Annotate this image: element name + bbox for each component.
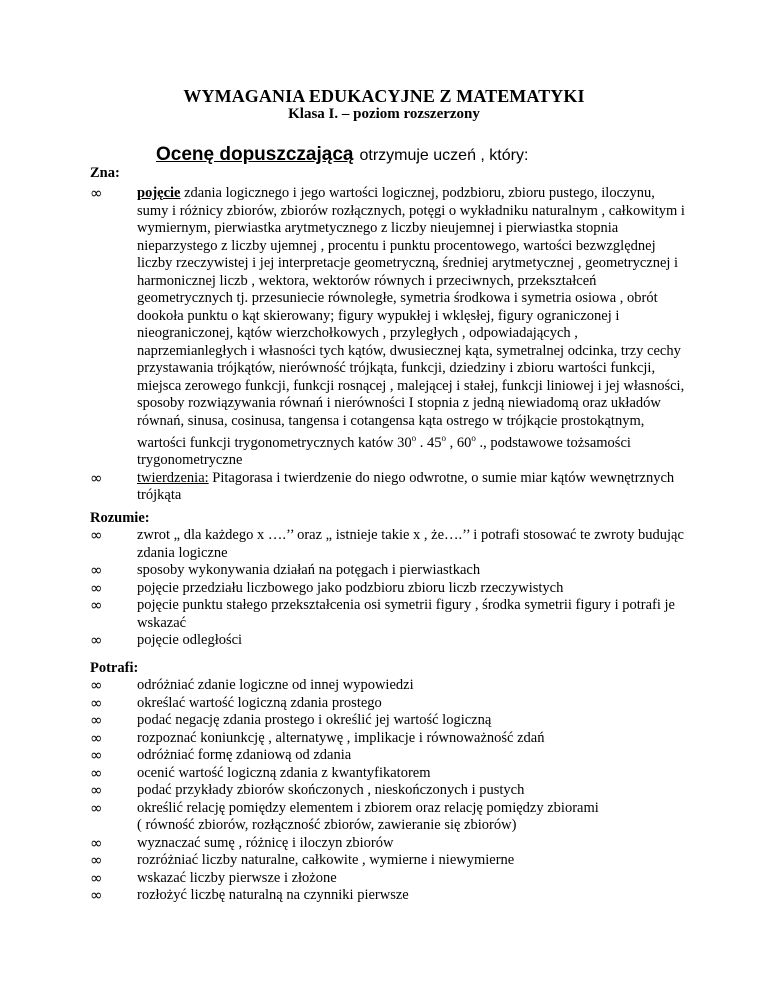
bullet-icon: ∞: [90, 886, 103, 904]
bullet-icon: ∞: [90, 676, 103, 694]
list-item: [88, 870, 688, 888]
bullet-icon: ∞: [90, 526, 103, 544]
item-lead: pojęcie: [137, 185, 181, 201]
item-text: pojęcie punktu stałego przekształcenia osi symetrii figury , środka symetrii figury i potrafi je wskazać: [137, 597, 675, 631]
list-item: [88, 730, 688, 748]
list-potrafi: [88, 677, 688, 905]
list-item: [88, 185, 688, 470]
list-item: [88, 712, 688, 730]
item-text: ., podstawowe tożsamości trygonometryczne: [137, 434, 631, 469]
item-text: sposoby wykonywania działań na potęgach i pierwiastkach: [137, 562, 481, 578]
list-rozumie: [88, 527, 688, 650]
item-text: podać negację zdania prostego i określić jej wartość logiczną: [137, 712, 492, 728]
grade-description: otrzymuje uczeń , który:: [359, 147, 529, 164]
list-continuation: [88, 817, 688, 835]
item-text: zwrot „ dla każdego x ….’’ oraz „ istnieje takie x , że….’’ i potrafi stosować te zwroty budując zdania logiczne: [137, 527, 684, 561]
document-title: WYMAGANIA EDUKACYJNE Z MATEMATYKI: [183, 86, 585, 106]
bullet-icon: ∞: [90, 763, 103, 782]
item-lead: twierdzenia:: [137, 469, 209, 486]
list-item: [88, 580, 688, 598]
bullet-icon: ∞: [90, 578, 103, 597]
list-zna: [88, 185, 688, 505]
item-text: ocenić wartość logiczną zdania z kwantyfikatorem: [137, 764, 431, 781]
bullet-icon: ∞: [90, 781, 103, 799]
item-text: podać przykłady zbiorów skończonych , nieskończonych i pustych: [137, 782, 525, 798]
bullet-icon: ∞: [90, 468, 103, 487]
degree-sup: o: [411, 433, 417, 443]
item-text: Pitagorasa i twierdzenie do niego odwrotne, o sumie miar kątów wewnętrznych trójkąta: [137, 469, 675, 504]
item-text: , 60: [446, 434, 472, 451]
item-text: rozłożyć liczbę naturalną na czynniki pierwsze: [137, 887, 409, 903]
list-item: [88, 695, 688, 713]
degree-sup: o: [471, 433, 476, 443]
grade-heading: [156, 144, 528, 166]
bullet-icon: ∞: [90, 851, 103, 869]
section-heading-zna: Zna:: [90, 165, 120, 181]
bullet-icon: ∞: [90, 596, 103, 614]
bullet-icon: ∞: [90, 746, 103, 764]
list-item: [88, 562, 688, 580]
bullet-icon: ∞: [90, 728, 103, 747]
bullet-icon: ∞: [90, 631, 103, 649]
list-item: [88, 782, 688, 800]
item-text: rozpoznać koniunkcję , alternatywę , implikacje i równoważność zdań: [137, 729, 545, 746]
bullet-icon: ∞: [90, 833, 103, 852]
bullet-icon: ∞: [90, 798, 103, 817]
section-heading-potrafi: Potrafi:: [90, 660, 139, 676]
list-item: [88, 747, 688, 765]
item-text: . 45: [416, 434, 442, 451]
list-item: [88, 470, 688, 505]
grade-label: Ocenę dopuszczającą: [156, 144, 354, 165]
item-text: odróżniać zdanie logiczne od innej wypowiedzi: [137, 677, 414, 693]
item-text: pojęcie przedziału liczbowego jako podzbioru zbioru liczb rzeczywistych: [137, 579, 564, 596]
bullet-icon: ∞: [90, 711, 103, 729]
degree-sup: o: [441, 433, 446, 443]
list-item: [88, 835, 688, 853]
list-item: [88, 527, 688, 562]
item-text: określić relację pomiędzy elementem i zbiorem oraz relację pomiędzy zbiorami: [137, 799, 599, 816]
item-text: wskazać liczby pierwsze i złożone: [137, 869, 337, 886]
list-item: [88, 852, 688, 870]
document-subtitle: Klasa I. – poziom rozszerzony: [288, 106, 480, 122]
item-text: rozróżniać liczby naturalne, całkowite , wymierne i niewymierne: [137, 852, 515, 868]
list-item: [88, 677, 688, 695]
list-item: [88, 765, 688, 783]
item-text: określać wartość logiczną zdania prostego: [137, 694, 382, 711]
bullet-icon: ∞: [90, 693, 103, 712]
list-item: [88, 597, 688, 632]
item-text: zdania logicznego i jego wartości logicznej, podzbioru, zbioru pustego, iloczynu, sumy i różnicy zbiorów, zbiorów rozłącznych, potęgi o wykładniku naturalnym , całkowitym i wymiernym, pierwiastka arytmetycznego z liczby nieujemnej i pierwiastka stopnia nieparzystego z liczby ujemnej , procentu i punktu procentowego, wartości bezwzględnej liczby rzeczywistej i jej interpretacje geometryczną, średniej arytmetycznej , geometrycznej i harmonicznej liczb , wektora, wektorów równych i przeciwnych, przekształceń geometrycznych tj. przesuniecie równoległe, symetria środkowa i symetria osiowa , obrót dookoła punktu o kąt skierowany; figury wypukłej i wklęsłej, figury ograniczonej i nieograniczonej, kątów wierzchołkowych , przyległych , odpowiadających , naprzemianległych i własności tych kątów, dwusiecznej kąta, symetralnej odcinka, trzy cechy przystawania trójkątów, nierówność trójkąta, funkcji, dziedziny i zbioru wartości funkcji, miejsca zerowego funkcji, funkcji rosnącej , malejącej i stałej, funkcji liniowej i jej własności, sposoby rozwiązywania równań i nierówności I stopnia z jedną niewiadomą oraz układów równań, sinusa, cosinusa, tangensa i cotangensa kąta ostrego w trójkącie prostokątnym, wartości funkcji trygonometrycznych katów 30: [137, 185, 685, 451]
bullet-icon: ∞: [90, 561, 103, 579]
item-text: pojęcie odległości: [137, 632, 243, 648]
list-item: [88, 632, 688, 650]
bullet-icon: ∞: [90, 868, 103, 887]
section-heading-rozumie: Rozumie:: [90, 510, 150, 526]
bullet-icon: ∞: [90, 184, 103, 202]
list-item: [88, 800, 688, 818]
item-text: ( równość zbiorów, rozłączność zbiorów, zawieranie się zbiorów): [137, 817, 517, 833]
item-text: odróżniać formę zdaniową od zdania: [137, 747, 352, 763]
list-item: [88, 887, 688, 905]
item-text: wyznaczać sumę , różnicę i iloczyn zbiorów: [137, 834, 394, 851]
